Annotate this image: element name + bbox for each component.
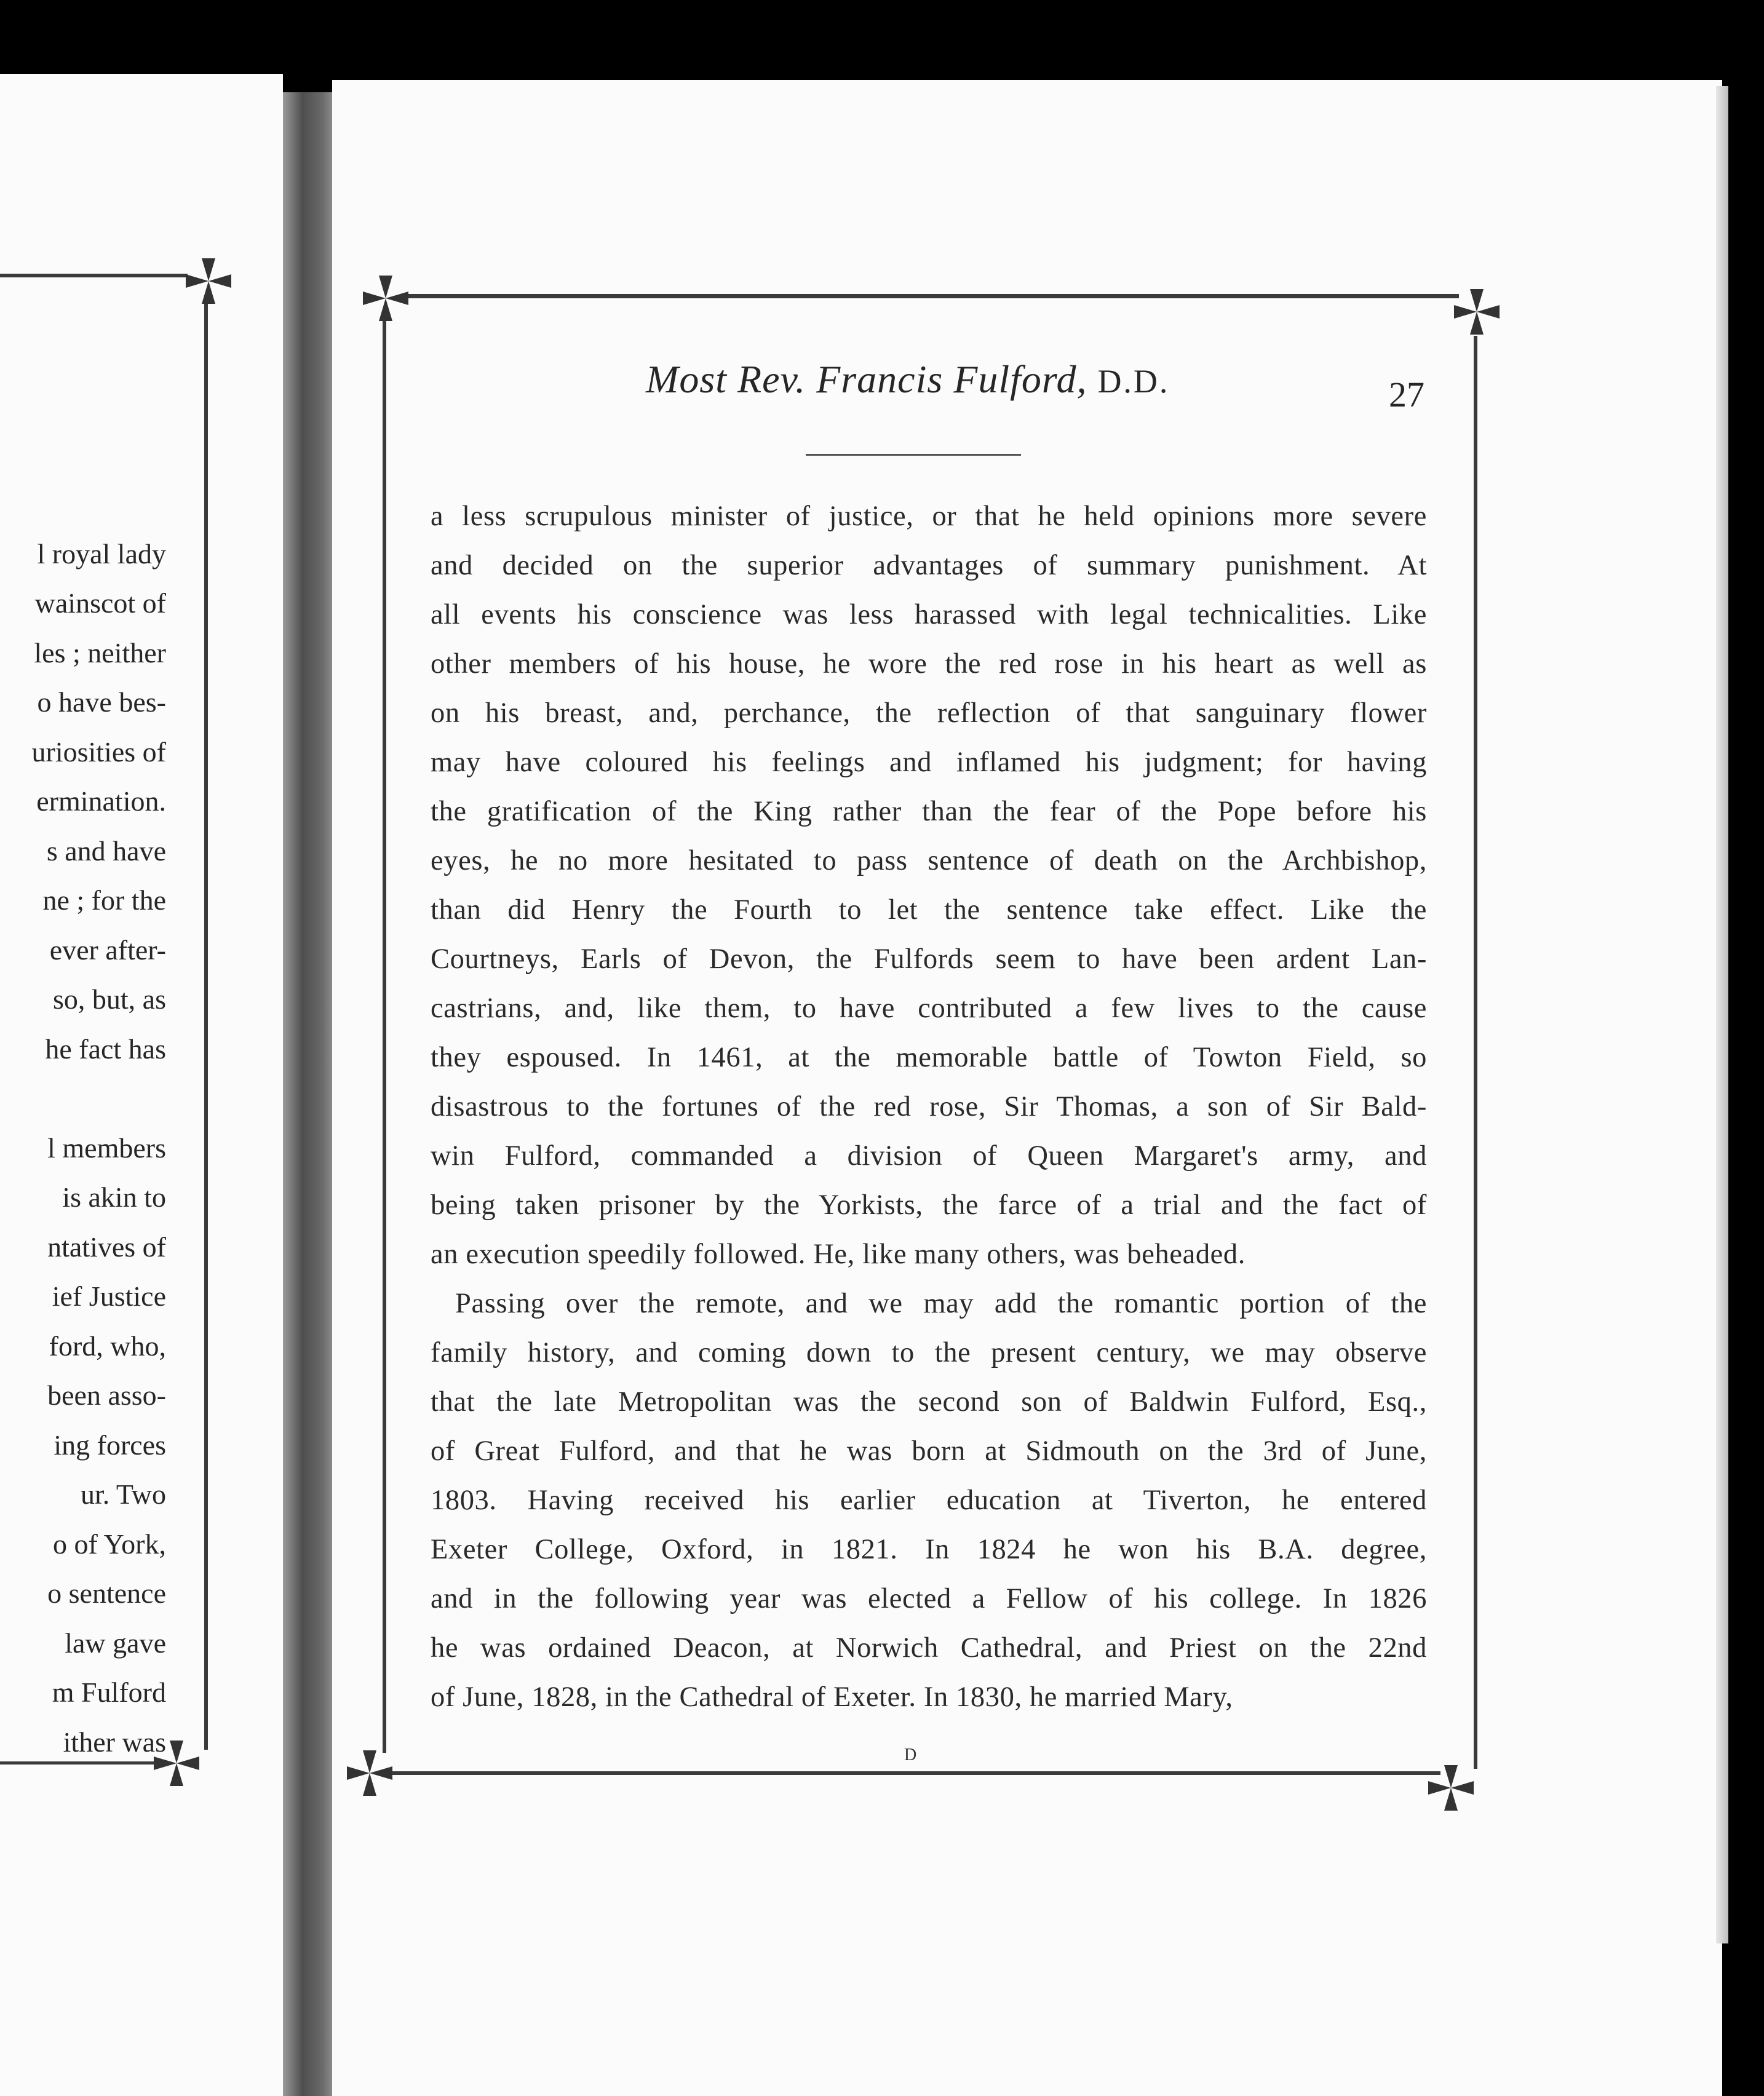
cross-ornament-icon	[183, 256, 234, 306]
cross-ornament-icon	[360, 273, 411, 324]
left-text-line: ing forces	[54, 1429, 166, 1461]
running-head	[646, 357, 1261, 402]
left-text-line: ur. Two	[80, 1479, 166, 1510]
text-line: of June, 1828, in the Cathedral of Exeter. In 1830, he married Mary,	[431, 1681, 1233, 1713]
left-text-line: wainscot of	[34, 587, 166, 619]
left-text-line: les ; neither	[34, 637, 166, 669]
left-text-line: ntatives of	[47, 1231, 166, 1263]
page-number: 27	[1389, 375, 1424, 415]
text-line: than did Henry the Fourth to let the sentence take effect. Like the	[431, 894, 1427, 926]
left-border-top	[0, 274, 188, 277]
cross-ornament-icon	[1452, 287, 1502, 337]
left-text-line: o have bes-	[37, 686, 166, 718]
left-text-line: law gave	[65, 1627, 166, 1659]
head-rule	[806, 454, 1021, 456]
border-top	[406, 294, 1459, 298]
text-line: Exeter College, Oxford, in 1821. In 1824 he won his B.A. degree,	[431, 1534, 1427, 1565]
border-right	[1474, 336, 1477, 1769]
text-line: they espoused. In 1461, at the memorable battle of Towton Field, so	[431, 1042, 1427, 1073]
cross-ornament-icon	[344, 1748, 395, 1798]
text-line: disastrous to the fortunes of the red rose, Sir Thomas, a son of Sir Bald-	[431, 1091, 1427, 1122]
cross-ornament-icon	[1426, 1763, 1476, 1813]
text-line: family history, and coming down to the present century, we may observe	[431, 1337, 1427, 1368]
left-text-line: ever after-	[49, 934, 166, 966]
left-text-line: o of York,	[52, 1528, 166, 1560]
left-text-line	[0, 1074, 166, 1124]
text-line: a less scrupulous minister of justice, or that he held opinions more severe	[431, 501, 1427, 532]
degree-abbreviation: D.D.	[1097, 363, 1170, 400]
left-text-line: l royal lady	[37, 538, 166, 570]
running-title: Most Rev. Francis Fulford,	[646, 357, 1087, 401]
left-text-line: so, but, as	[53, 983, 166, 1015]
left-text-line: s and have	[46, 835, 166, 867]
left-text-line: ither was	[63, 1726, 166, 1758]
border-left	[383, 320, 386, 1753]
left-border-right	[204, 295, 208, 1750]
left-page-text	[0, 480, 166, 1767]
signature-mark: D	[904, 1745, 917, 1765]
left-text-line: ermination.	[36, 785, 166, 817]
left-text-line: l members	[47, 1132, 166, 1164]
text-line: an execution speedily followed. He, like many others, was beheaded.	[431, 1239, 1246, 1270]
left-text-line: ford, who,	[49, 1330, 166, 1362]
book-gutter	[283, 92, 332, 2096]
left-text-line: ne ; for the	[42, 884, 166, 916]
left-text-line: is akin to	[62, 1181, 166, 1213]
text-line: on his breast, and, perchance, the reflection of that sanguinary flower	[431, 697, 1427, 729]
cross-ornament-icon	[151, 1738, 202, 1788]
text-line: other members of his house, he wore the red rose in his heart as well as	[431, 648, 1427, 680]
text-line: and in the following year was elected a Fellow of his college. In 1826	[431, 1583, 1427, 1614]
body-text	[431, 492, 1427, 1722]
left-text-line: uriosities of	[31, 736, 166, 768]
page-edge	[1716, 86, 1728, 1943]
text-line: Passing over the remote, and we may add the romantic portion of the	[455, 1288, 1427, 1319]
text-line: and decided on the superior advantages of summary punishment. At	[431, 550, 1427, 581]
text-line: castrians, and, like them, to have contributed a few lives to the cause	[431, 993, 1427, 1024]
text-line: that the late Metropolitan was the second son of Baldwin Fulford, Esq.,	[431, 1386, 1427, 1418]
text-line: may have coloured his feelings and inflamed his judgment; for having	[431, 747, 1427, 778]
left-text-line: he fact has	[45, 1033, 166, 1065]
text-line: 1803. Having received his earlier education at Tiverton, he entered	[431, 1485, 1427, 1516]
text-line: Courtneys, Earls of Devon, the Fulfords seem to have been ardent Lan-	[431, 943, 1427, 975]
left-text-line: m Fulford	[52, 1677, 166, 1708]
text-line: of Great Fulford, and that he was born at Sidmouth on the 3rd of June,	[431, 1435, 1427, 1467]
text-line: he was ordained Deacon, at Norwich Cathedral, and Priest on the 22nd	[431, 1632, 1427, 1664]
left-border-bottom	[0, 1761, 160, 1765]
text-line: eyes, he no more hesitated to pass sentence of death on the Archbishop,	[431, 845, 1427, 876]
left-text-line: been asso-	[47, 1379, 166, 1411]
border-bottom	[376, 1771, 1440, 1775]
left-text-line: ief Justice	[52, 1280, 166, 1312]
text-line: being taken prisoner by the Yorkists, the farce of a trial and the fact of	[431, 1189, 1427, 1221]
text-line: all events his conscience was less harassed with legal technicalities. Like	[431, 599, 1427, 630]
left-text-line: o sentence	[47, 1578, 166, 1609]
text-line: win Fulford, commanded a division of Queen Margaret's army, and	[431, 1140, 1427, 1172]
left-facing-page	[0, 74, 283, 2096]
text-line: the gratification of the King rather than the fear of the Pope before his	[431, 796, 1427, 827]
